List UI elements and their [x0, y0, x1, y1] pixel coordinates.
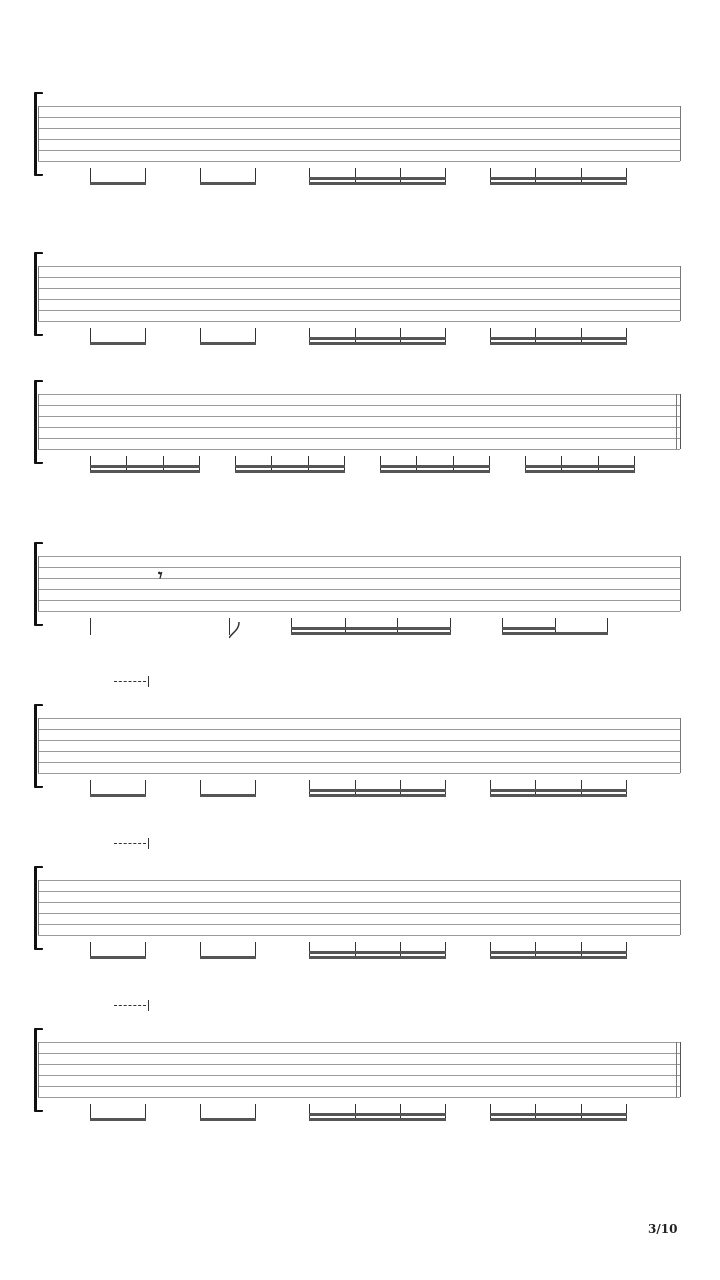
beam — [235, 470, 345, 473]
staff-line — [38, 106, 680, 107]
beam — [90, 470, 200, 473]
beam — [490, 342, 627, 345]
staff-line — [38, 405, 680, 406]
beam — [200, 342, 256, 345]
staff-line — [38, 611, 680, 612]
beam — [90, 1118, 146, 1121]
barline-start — [38, 880, 39, 935]
staff-line — [38, 1042, 680, 1043]
beam-secondary — [490, 1113, 627, 1116]
beam — [309, 956, 446, 959]
beam — [200, 182, 256, 185]
beam — [309, 1118, 446, 1121]
beam — [490, 1118, 627, 1121]
beam-secondary — [490, 337, 627, 340]
beam — [380, 470, 490, 473]
beam-secondary — [490, 177, 627, 180]
beam — [90, 956, 146, 959]
staff-line — [38, 438, 680, 439]
staff-line — [38, 935, 680, 936]
staff-line — [38, 449, 680, 450]
staff-line — [38, 762, 680, 763]
staff-line — [38, 589, 680, 590]
page-number: 3/10 — [648, 1222, 678, 1236]
staff-line — [38, 751, 680, 752]
beam — [490, 956, 627, 959]
beam-secondary — [291, 627, 451, 630]
staff-line — [38, 161, 680, 162]
beam — [291, 632, 451, 635]
staff-line — [38, 117, 680, 118]
beam — [490, 794, 627, 797]
palm-mute-extension — [114, 843, 146, 844]
staff-line — [38, 1097, 680, 1098]
beam-secondary — [309, 789, 446, 792]
staff-line — [38, 427, 680, 428]
staff-line — [38, 277, 680, 278]
beam — [200, 794, 256, 797]
barline-start — [38, 106, 39, 161]
staff-line — [38, 288, 680, 289]
staff-line — [38, 1075, 680, 1076]
staff-line — [38, 891, 680, 892]
barline-end — [680, 106, 681, 161]
staff-line — [38, 729, 680, 730]
staff-line — [38, 1053, 680, 1054]
beam-secondary — [502, 627, 556, 630]
staff-line — [38, 556, 680, 557]
beam — [200, 1118, 256, 1121]
beam-secondary — [490, 789, 627, 792]
beam — [309, 182, 446, 185]
staff-line — [38, 773, 680, 774]
barline-start — [38, 394, 39, 449]
beam-secondary — [525, 465, 635, 468]
barline-start — [38, 266, 39, 321]
staff-line — [38, 139, 680, 140]
staff-line — [38, 310, 680, 311]
beam — [90, 182, 146, 185]
beam-secondary — [90, 465, 200, 468]
beam — [490, 182, 627, 185]
staff-line — [38, 266, 680, 267]
beam-secondary — [309, 951, 446, 954]
beam — [309, 794, 446, 797]
beam-secondary — [309, 1113, 446, 1116]
beam — [502, 632, 608, 635]
note-stem — [90, 618, 91, 635]
palm-mute-extension — [114, 681, 146, 682]
barline-end — [680, 718, 681, 773]
palm-mute-end — [148, 1000, 149, 1011]
barline-double-thin — [676, 394, 677, 449]
barline-end — [680, 880, 681, 935]
barline-double-thick — [680, 1042, 681, 1097]
staff-line — [38, 578, 680, 579]
palm-mute-extension — [114, 1005, 146, 1006]
beam-secondary — [309, 177, 446, 180]
beam — [200, 956, 256, 959]
staff-line — [38, 740, 680, 741]
beam — [90, 794, 146, 797]
staff-line — [38, 902, 680, 903]
staff-line — [38, 567, 680, 568]
beam — [90, 342, 146, 345]
staff-line — [38, 321, 680, 322]
staff-line — [38, 718, 680, 719]
beam — [525, 470, 635, 473]
eighth-rest: 𝄾 — [158, 566, 163, 586]
beam — [309, 342, 446, 345]
staff-line — [38, 1064, 680, 1065]
staff-line — [38, 416, 680, 417]
staff-line — [38, 880, 680, 881]
beam-secondary — [380, 465, 490, 468]
staff-line — [38, 913, 680, 914]
staff-line — [38, 299, 680, 300]
barline-start — [38, 718, 39, 773]
barline-start — [38, 556, 39, 611]
barline-double-thin — [676, 1042, 677, 1097]
eighth-flag — [229, 618, 243, 640]
staff-line — [38, 150, 680, 151]
palm-mute-end — [148, 838, 149, 849]
staff-line — [38, 394, 680, 395]
beam-secondary — [490, 951, 627, 954]
staff-line — [38, 1086, 680, 1087]
staff-line — [38, 128, 680, 129]
palm-mute-end — [148, 676, 149, 687]
staff-line — [38, 924, 680, 925]
staff-line — [38, 600, 680, 601]
barline-end — [680, 266, 681, 321]
barline-double-thick — [680, 394, 681, 449]
barline-start — [38, 1042, 39, 1097]
barline-end — [680, 556, 681, 611]
beam-secondary — [309, 337, 446, 340]
beam-secondary — [235, 465, 345, 468]
